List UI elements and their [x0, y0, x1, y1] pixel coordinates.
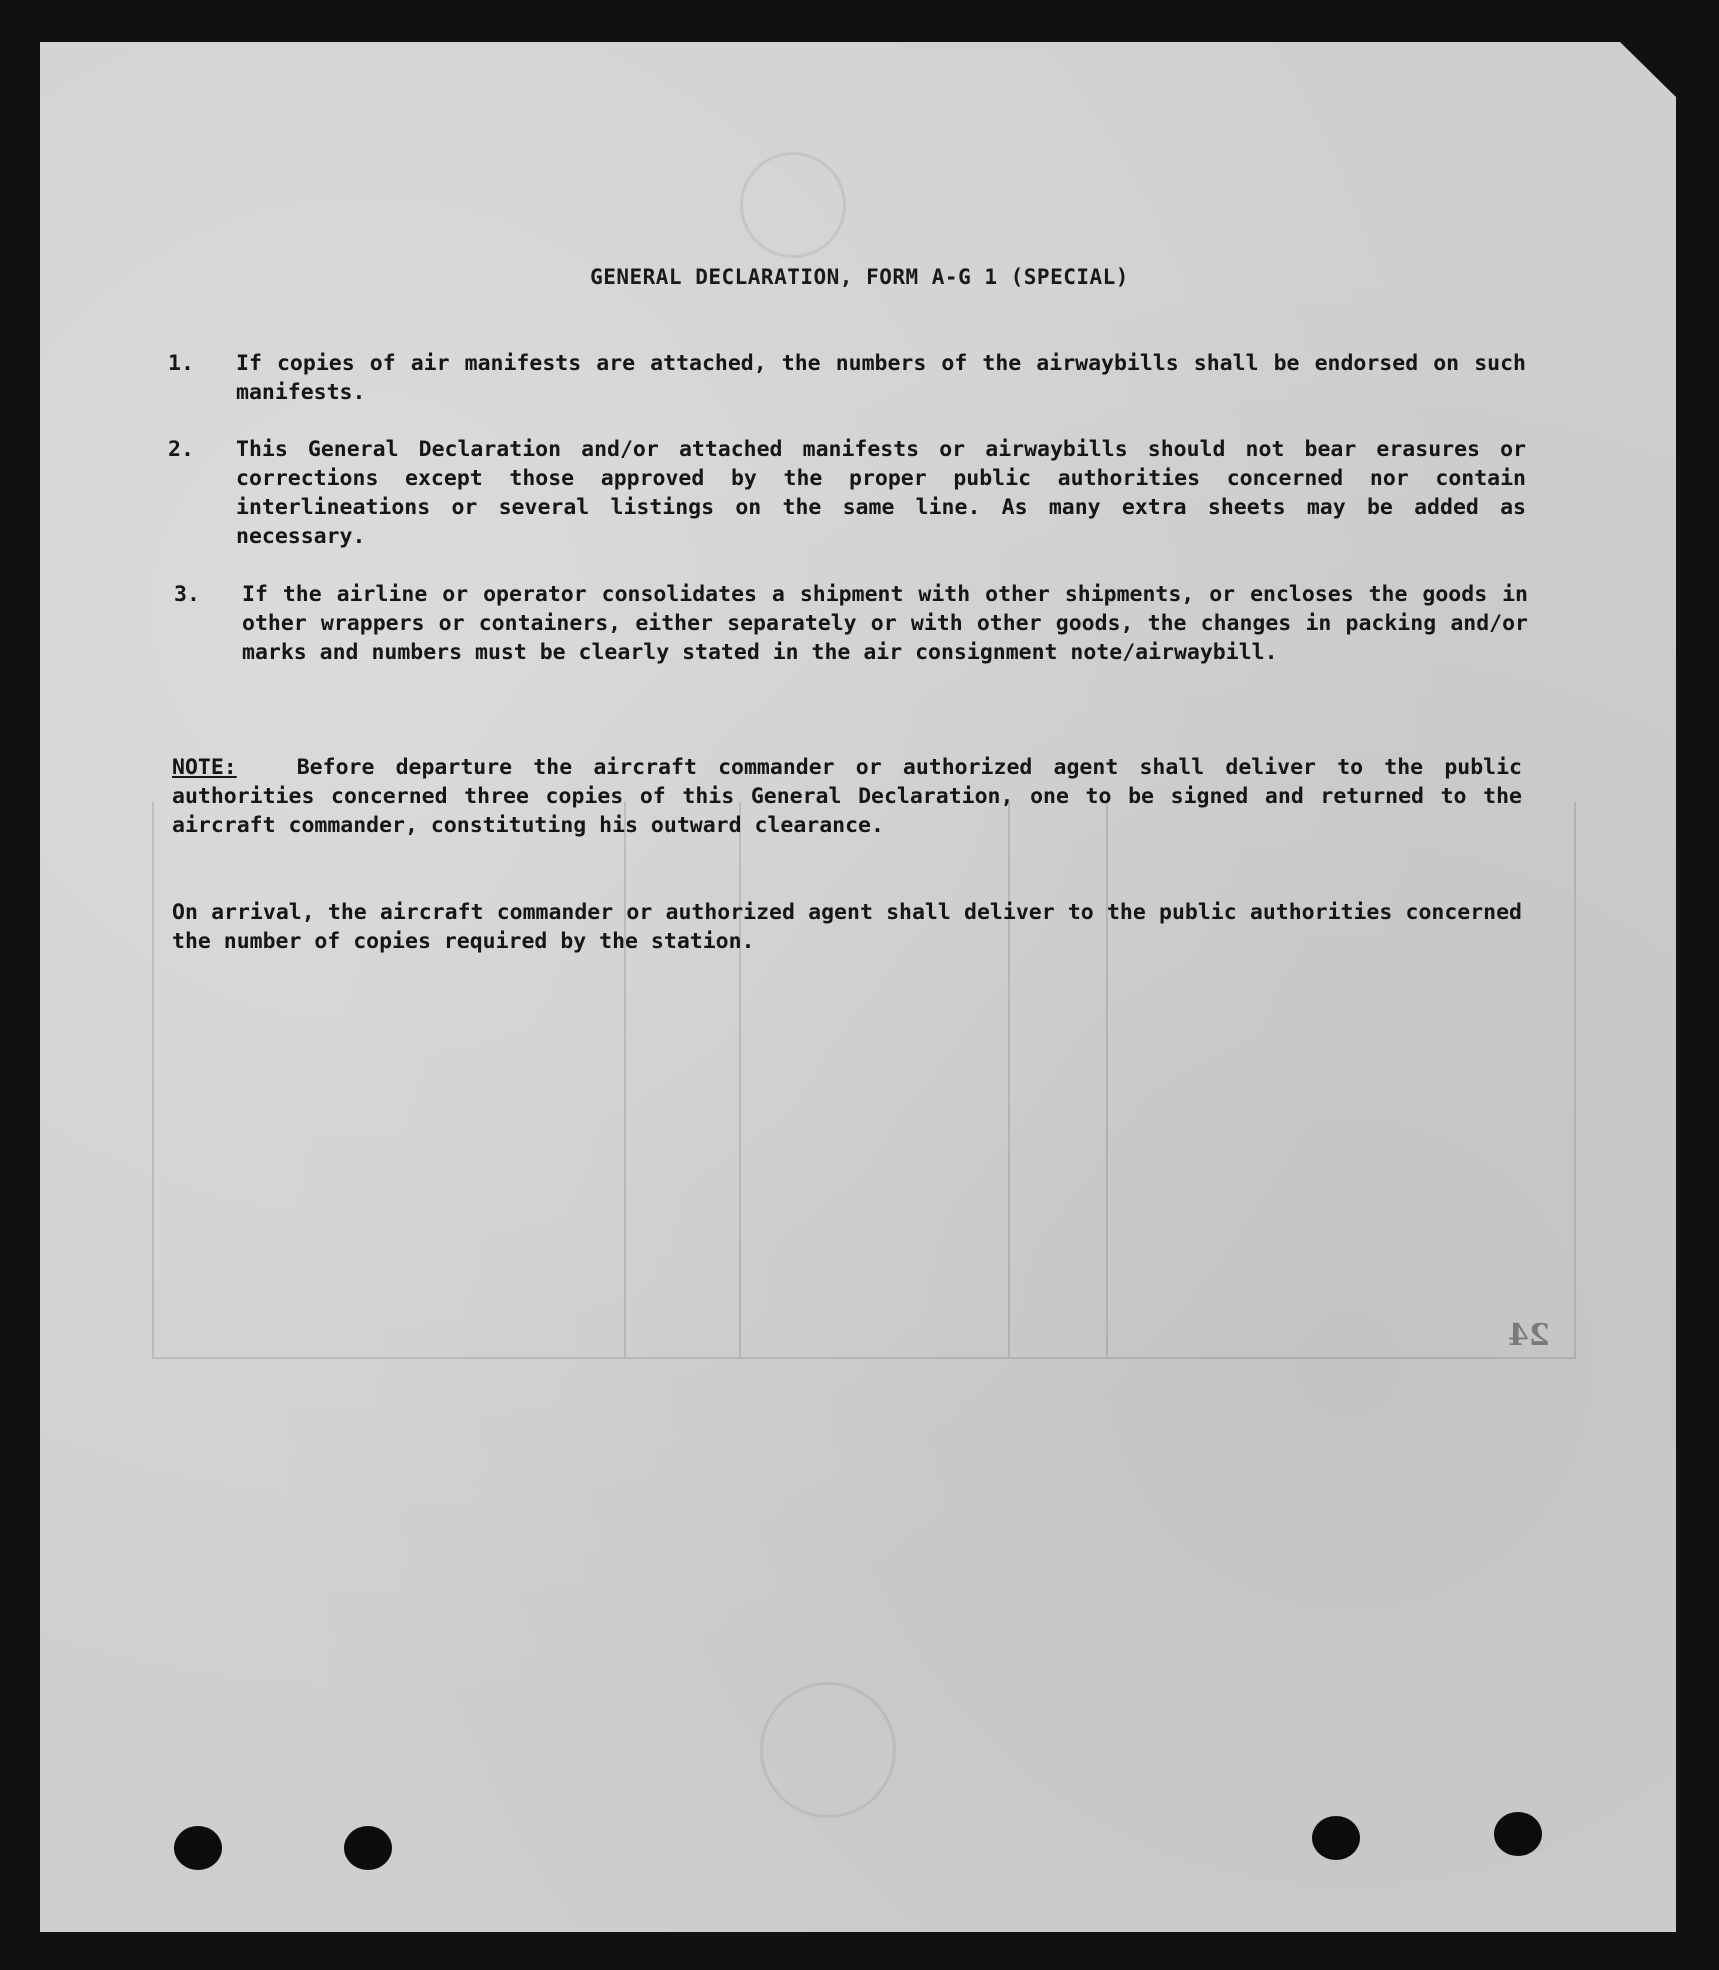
item-number: 2.: [168, 437, 194, 462]
punch-hole: [1494, 1812, 1542, 1856]
bleed-through-column-line: [739, 802, 741, 1357]
note-paragraph: [172, 753, 1522, 840]
item-text: If copies of air manifests are attached, the numbers of the airwaybills shall be endorsed on such manifests.: [236, 351, 1526, 405]
instruction-item-2: [168, 435, 1528, 555]
document-title: GENERAL DECLARATION, FORM A-G 1 (SPECIAL): [590, 265, 1129, 289]
bleed-through-page-number: 24: [1508, 1318, 1550, 1353]
bleed-through-column-line: [624, 802, 626, 1357]
punch-hole: [174, 1826, 222, 1870]
document-page: [40, 42, 1676, 1932]
item-number: 3.: [174, 582, 200, 607]
note-text: Before departure the aircraft commander or authorized agent shall deliver to the public authorities concerned three copies of this General Declaration, one to be signed and returned to the aircraft commander, constituting his outward clearance.: [172, 755, 1522, 838]
item-text: This General Declaration and/or attached manifests or airwaybills should not bear erasures or corrections except those approved by the proper public authorities concerned nor contain interlineations or several listings on the same line. As many extra sheets may be added as necessary.: [236, 437, 1526, 549]
punch-hole: [1312, 1816, 1360, 1860]
instruction-item-3: [168, 580, 1528, 700]
bleed-through-column-line: [1008, 802, 1010, 1357]
note-label: NOTE:: [172, 755, 237, 780]
item-number: 1.: [168, 351, 194, 376]
item-text: If the airline or operator consolidates a shipment with other shipments, or encloses the goods in other wrappers or containers, either separately or with other goods, the changes in packing and/or marks and numbers must be clearly stated in the air consignment note/airwaybill.: [242, 582, 1528, 665]
bleed-through-column-line: [1106, 802, 1108, 1357]
bleed-through-stamp: [740, 152, 846, 258]
arrival-paragraph: On arrival, the aircraft commander or authorized agent shall deliver to the public authorities concerned the number of copies required by the station.: [172, 900, 1522, 954]
instruction-item-1: [168, 349, 1528, 409]
punch-hole: [344, 1826, 392, 1870]
bleed-through-stamp: [760, 1682, 896, 1818]
bleed-through-table: [152, 802, 1576, 1359]
